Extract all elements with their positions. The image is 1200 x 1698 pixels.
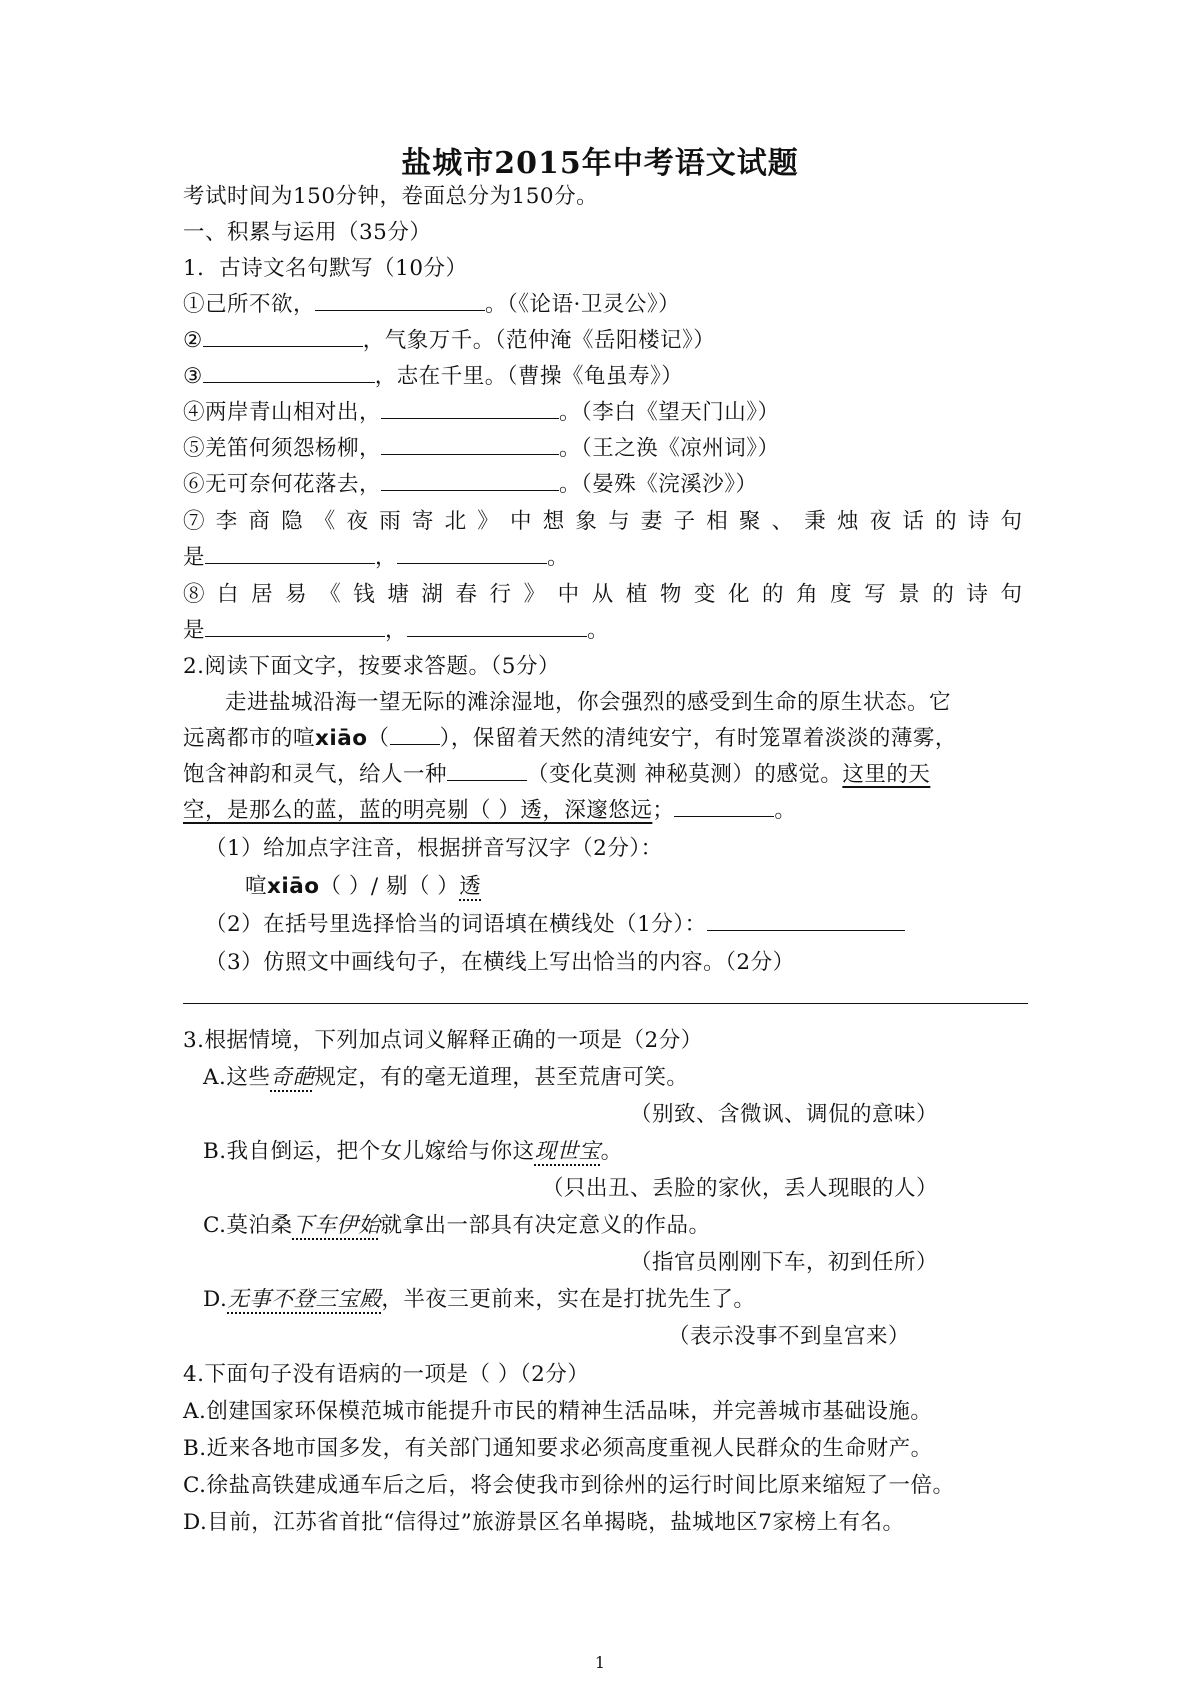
q1-item-8-prompt: ⑧白居易《钱塘湖春行》中从植物变化的角度写景的诗句 [183,582,1028,607]
q1-item-5 [183,434,780,464]
page-number: 1 [594,1653,606,1672]
q1-item-6 [183,470,758,500]
q2-passage-line-2: 远离都市的喧xiāo（ ），保留着天然的清纯安宁，有时笼罩着淡淡的薄雾， [183,726,957,751]
q2-sub-1: （1）给加点字注音，根据拼音写汉字（2分）： [205,836,663,861]
dotted-word: 下车伊始 [292,1213,381,1238]
q1-item-7-answer: 是 ， 。 [183,545,570,570]
answer-blank [203,362,375,383]
q3-option-a: A.这些奇葩规定，有的毫无道理，甚至荒唐可笑。 [203,1065,689,1090]
dotted-word: 奇葩 [270,1065,315,1090]
answer-blank [397,543,547,564]
q1-item-4-text: ④两岸青山相对出， [183,400,382,425]
q3-option-a-note: （别致、含微讽、调侃的意味） [629,1102,938,1127]
answer-blank [315,290,485,311]
q1-item-4-source: 。（李白《望天门山》） [559,400,780,425]
pinyin-text: xiāo [267,874,320,899]
q3-option-c-note: （指官员刚刚下车，初到任所） [629,1250,938,1275]
q1-item-1 [183,290,680,320]
answer-blank [381,434,559,455]
q4-heading: 4.下面句子没有语病的一项是（ ）（2分） [183,1362,590,1387]
q1-item-8-answer: 是 ， 。 [183,618,610,643]
q1-item-2 [183,326,715,356]
q1-item-6-source: 。（晏殊《浣溪沙》） [559,472,758,497]
q2-sub-3: （3）仿照文中画线句子，在横线上写出恰当的内容。（2分） [205,950,795,975]
q2-sub-2: （2）在括号里选择恰当的词语填在横线处（1分）： [205,910,905,940]
q3-option-b-note: （只出丑、丢脸的家伙，丢人现眼的人） [541,1176,938,1201]
answer-blank [205,543,375,564]
q1-item-2-text: ② [183,328,203,353]
answer-line [183,1003,1028,1004]
underlined-sentence: 空，是那么的蓝，蓝的明亮剔（ ）透，深邃悠远 [183,798,653,823]
dotted-word: 现世宝 [534,1139,601,1164]
q3-heading: 3.根据情境，下列加点词义解释正确的一项是（2分） [183,1028,703,1053]
exam-info: 考试时间为150分钟，卷面总分为150分。 [183,184,599,209]
answer-blank [205,616,385,637]
answer-blank [407,616,587,637]
answer-blank [203,326,363,347]
dotted-character: 透 [459,874,482,899]
q1-heading: 1．古诗文名句默写（10分） [183,256,468,281]
q1-item-6-text: ⑥无可奈何花落去， [183,472,382,497]
q4-option-b: B.近来各地市国多发，有关部门通知要求必须高度重视人民群众的生命财产。 [183,1436,933,1461]
q1-item-7-prompt: ⑦李商隐《夜雨寄北》中想象与妻子相聚、秉烛夜话的诗句 [183,509,1028,534]
answer-blank [674,796,774,817]
q1-item-1-text: ①己所不欲， [183,292,316,317]
dotted-word: 无事不登三宝殿 [227,1287,382,1312]
q2-sub-1-answer: 喧xiāo（ ）/ 剔（ ）透 [245,874,482,899]
q3-option-b: B.我自倒运，把个女儿嫁给与你这现世宝。 [203,1139,623,1164]
q4-option-c: C.徐盐高铁建成通车后之后，将会使我市到徐州的运行时间比原来缩短了一倍。 [183,1473,955,1498]
answer-blank [390,724,440,745]
q1-item-4 [183,398,780,428]
q3-option-d-note: （表示没事不到皇宫来） [667,1324,910,1349]
q1-item-3-text: ③ [183,364,203,389]
q2-passage-line-4: 空，是那么的蓝，蓝的明亮剔（ ）透，深邃悠远； 。 [183,798,797,823]
q1-item-5-source: 。（王之涣《凉州词》） [559,436,780,461]
q1-item-1-source: 。（《论语·卫灵公》） [485,292,681,317]
q1-item-2-source: ，气象万千。（范仲淹《岳阳楼记》） [362,328,716,353]
q2-passage-line-1: 走进盐城沿海一望无际的滩涂湿地，你会强烈的感受到生命的原生状态。它 [225,690,952,715]
q2-passage-line-3: 饱含神韵和灵气，给人一种 （变化莫测 神秘莫测）的感觉。这里的天 [183,762,931,787]
q1-item-3 [183,362,683,392]
answer-blank [381,470,559,491]
q3-option-d: D.无事不登三宝殿，半夜三更前来，实在是打扰先生了。 [203,1287,756,1312]
section-heading: 一、积累与运用（35分） [183,220,432,245]
underlined-sentence: 这里的天 [842,762,931,787]
answer-blank [707,910,905,931]
answer-blank [447,760,527,781]
q1-item-3-source: ，志在千里。（曹操《龟虽寿》） [374,364,684,389]
pinyin-text: xiāo [315,726,368,751]
q4-option-a: A.创建国家环保模范城市能提升市民的精神生活品味，并完善城市基础设施。 [183,1399,933,1424]
q2-heading: 2.阅读下面文字，按要求答题。（5分） [183,654,560,679]
q4-option-d: D.目前，江苏省首批“信得过”旅游景区名单揭晓，盐城地区7家榜上有名。 [183,1510,905,1535]
page-title: 盐城市2015年中考语文试题 [401,146,799,181]
q1-item-5-text: ⑤羌笛何须怨杨柳， [183,436,382,461]
answer-blank [381,398,559,419]
q3-option-c: C.莫泊桑下车伊始就拿出一部具有决定意义的作品。 [203,1213,711,1238]
